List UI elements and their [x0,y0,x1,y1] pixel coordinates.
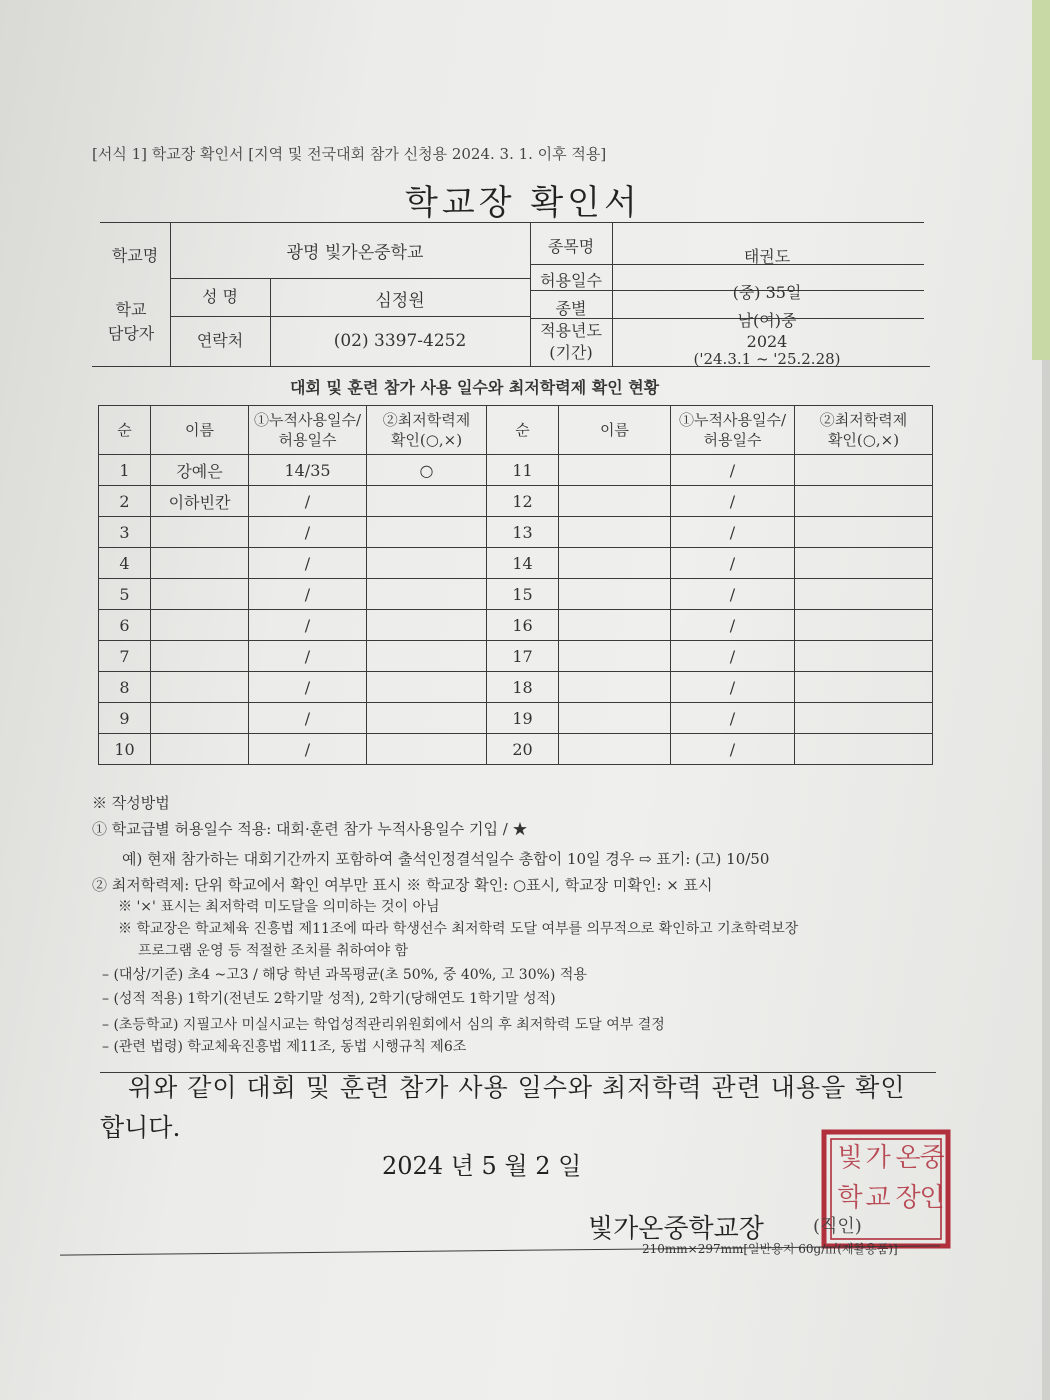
cell-min-academic [367,486,487,517]
name-label: 성 명 [202,287,238,306]
cell-min-academic [367,610,487,641]
cell-used-days-2: / [671,641,795,672]
gender-value: 남(여)중 [737,311,797,330]
cell-min-academic-2 [795,734,933,765]
table-row [99,610,933,641]
cell-no-2: 18 [487,672,559,703]
table-row [99,703,933,734]
cell-used-days: 14/35 [249,455,367,486]
cell-used-days: / [249,548,367,579]
cell-name [151,672,249,703]
cell-min-academic-2 [795,641,933,672]
cell-name-2 [559,610,671,641]
cell-used-days: / [249,486,367,517]
table-subtitle: 대회 및 훈련 참가 사용 일수와 최저학력제 확인 현황 [290,378,660,397]
cell-used-days: / [249,672,367,703]
seal-glyphs [837,1143,944,1213]
table-row [99,486,933,517]
cell-no: 9 [99,703,151,734]
cell-used-days-2: / [671,579,795,610]
cell-used-days-2: / [671,455,795,486]
cell-min-academic-2 [795,455,933,486]
seal-glyph: 온 [895,1143,921,1173]
entries-table [98,405,932,785]
cell-no-2: 20 [487,734,559,765]
cell-min-academic [367,548,487,579]
cell-min-academic-2 [795,517,933,548]
year-value: 2024 [746,332,788,351]
school-name-label: 학교명 [111,246,159,265]
cell-no-2: 16 [487,610,559,641]
cell-used-days-2: / [671,672,795,703]
background-edge [1032,0,1050,360]
cell-min-academic [367,641,487,672]
background-edge-lower [1042,360,1050,1400]
seal-glyph: 교 [865,1183,891,1213]
cell-used-days: / [249,734,367,765]
phone-value: (02) 3397-4252 [333,331,467,351]
cell-used-days-2: / [671,610,795,641]
cell-min-academic-2 [795,672,933,703]
cell-no-2: 15 [487,579,559,610]
detail-4: – (관련 법령) 학교체육진흥법 제11조, 동법 시행규칙 제6조 [102,1039,467,1055]
note-1: ① 학교급별 허용일수 적용: 대회·훈련 참가 누적사용일수 기입 / ★ [92,820,528,838]
cell-min-academic [367,672,487,703]
header-name: 이름 [151,406,249,455]
cell-name-2 [559,486,671,517]
seal-glyph: 가 [865,1143,891,1173]
cell-no: 8 [99,672,151,703]
principal-name: 빛가온중학교장 [588,1214,764,1244]
cell-name-2 [559,455,671,486]
table-header-row [99,406,933,455]
cell-used-days: / [249,610,367,641]
cell-name-2 [559,517,671,548]
cell-used-days-2: / [671,703,795,734]
note-2: ② 최저학력제: 단위 학교에서 확인 여부만 표시 ※ 학교장 확인: ○표시, 학교장 미확인: × 표시 [92,876,713,894]
notes-heading: ※ 작성방법 [92,794,170,812]
cell-min-academic [367,703,487,734]
cell-used-days-2: / [671,486,795,517]
cell-no-2: 13 [487,517,559,548]
cell-no: 10 [99,734,151,765]
header-used-days-2: ①누적사용일수/ 허용일수 [671,406,795,455]
cell-no: 1 [99,455,151,486]
cell-name-2 [559,672,671,703]
gender-label: 종별 [555,299,587,318]
phone-label: 연락처 [196,331,244,350]
event-value: 태권도 [743,247,791,266]
table-row [99,734,933,765]
header-used-days: ①누적사용일수/ 허용일수 [249,406,367,455]
detail-1: – (대상/기준) 초4 ~고3 / 해당 학년 과목평균(초 50%, 중 40%, 고 30%) 적용 [102,967,587,983]
cell-min-academic-2 [795,703,933,734]
cell-used-days-2: / [671,734,795,765]
allowed-days-value: (중) 35일 [732,283,802,302]
confirmation-line-1: 위와 같이 대회 및 훈련 참가 사용 일수와 최저학력 관련 내용을 확인 [128,1073,906,1102]
cell-name [151,610,249,641]
cell-used-days: / [249,517,367,548]
cell-min-academic-2 [795,486,933,517]
seal-glyph: 인 [919,1183,945,1213]
header-no: 순 [99,406,151,455]
table-row [99,672,933,703]
cell-min-academic-2 [795,579,933,610]
cell-no-2: 14 [487,548,559,579]
cell-name: 이하빈칸 [151,486,249,517]
school-name-value: 광명 빛가온중학교 [286,243,424,263]
cell-min-academic [367,579,487,610]
table-row [99,548,933,579]
cell-min-academic: ○ [367,455,487,486]
seal-glyph: 빛 [837,1143,863,1173]
cell-name-2 [559,548,671,579]
cell-no: 5 [99,579,151,610]
seal-glyph: 중 [919,1143,945,1173]
cell-no-2: 17 [487,641,559,672]
table-row [99,517,933,548]
table-row [99,455,933,486]
seal-glyph: 학 [837,1183,863,1213]
paper-spec: 210mm×297mm[일반용지 60g/㎡(재활용품)] [642,1242,898,1256]
form-label: [서식 1] 학교장 확인서 [지역 및 전국대회 참가 신청용 2024. 3. 1. 이후 적용] [92,145,607,163]
cell-name-2 [559,703,671,734]
cell-used-days: / [249,579,367,610]
cell-name [151,548,249,579]
cell-no: 4 [99,548,151,579]
cell-name-2 [559,734,671,765]
contact-person-label: 학교 담당자 [107,300,155,343]
cell-name [151,734,249,765]
header-min-academic-2: ②최저학력제 확인(○,×) [795,406,933,455]
cell-name-2 [559,579,671,610]
cell-no-2: 11 [487,455,559,486]
confirmation-date: 2024 년 5 월 2 일 [382,1152,582,1180]
note-2a: ※ '×' 표시는 최저학력 미도달을 의미하는 것이 아님 [118,899,440,915]
note-1-example: 예) 현재 참가하는 대회기간까지 포함하여 출석인정결석일수 총합이 10일 경우 ⇨ 표기: (고) 10/50 [122,850,770,868]
cell-name: 강예은 [151,455,249,486]
table-row [99,641,933,672]
cell-no-2: 12 [487,486,559,517]
document-title: 학교장 확인서 [405,183,641,223]
cell-name [151,641,249,672]
cell-min-academic-2 [795,548,933,579]
cell-min-academic-2 [795,610,933,641]
info-line-l1 [170,278,530,279]
seal-mark-label: (직인) [813,1216,862,1237]
header-no-2: 순 [487,406,559,455]
cell-no: 3 [99,517,151,548]
cell-used-days-2: / [671,548,795,579]
cell-min-academic [367,517,487,548]
info-line-l2 [170,316,530,317]
confirmation-line-2: 합니다. [100,1113,181,1142]
detail-3: – (초등학교) 지필고사 미실시교는 학업성적관리위원회에서 심의 후 최저학력 도달 여부 결정 [102,1017,665,1033]
cell-no: 2 [99,486,151,517]
cell-no: 7 [99,641,151,672]
name-value: 심정원 [375,291,425,311]
allowed-days-label: 허용일수 [540,271,602,290]
cell-name-2 [559,641,671,672]
cell-used-days: / [249,641,367,672]
detail-2: – (성적 적용) 1학기(전년도 2학기말 성적), 2학기(당해연도 1학기말 성적) [102,991,556,1007]
cell-used-days-2: / [671,517,795,548]
cell-no-2: 19 [487,703,559,734]
seal-glyph: 장 [895,1183,921,1213]
year-label: 적용년도 (기간) [540,321,602,362]
period-value: ('24.3.1 ~ '25.2.28) [693,350,841,368]
cell-min-academic [367,734,487,765]
cell-used-days: / [249,703,367,734]
table-row [99,579,933,610]
cell-name [151,517,249,548]
note-2b: ※ 학교장은 학교체육 진흥법 제11조에 따라 학생선수 최저학력 도달 여부를 의무적으로 확인하고 기초학력보장 [118,921,799,937]
cell-name [151,703,249,734]
header-min-academic: ②최저학력제 확인(○,×) [367,406,487,455]
cell-no: 6 [99,610,151,641]
cell-name [151,579,249,610]
note-2b-cont: 프로그램 운영 등 적절한 조치를 취하여야 함 [138,943,409,959]
header-name-2: 이름 [559,406,671,455]
info-top-line [100,222,924,223]
event-label: 종목명 [547,237,595,256]
